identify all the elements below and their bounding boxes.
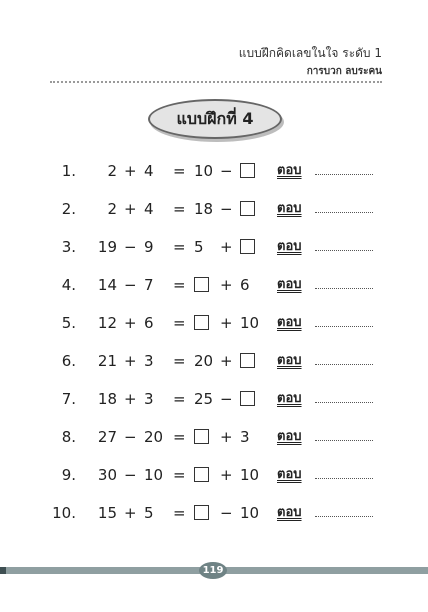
right-operator: + bbox=[220, 314, 233, 332]
exercise-row bbox=[0, 152, 428, 190]
answer-box[interactable] bbox=[194, 428, 209, 446]
equals-sign: = bbox=[173, 200, 186, 218]
equals-sign: = bbox=[173, 352, 186, 370]
right-operator: + bbox=[220, 276, 233, 294]
operator: + bbox=[124, 352, 137, 370]
operator: − bbox=[124, 238, 137, 256]
equals-sign: = bbox=[173, 276, 186, 294]
operand-b: 3 bbox=[144, 390, 154, 408]
answer-box[interactable] bbox=[240, 238, 255, 256]
answer-line[interactable] bbox=[315, 516, 373, 517]
page-number-badge bbox=[199, 562, 227, 579]
page-number: 119 bbox=[202, 565, 224, 576]
exercise-row bbox=[0, 494, 428, 532]
exercise-number: 6. bbox=[61, 352, 76, 370]
answer-label: ตอบ bbox=[277, 429, 302, 444]
operator: − bbox=[124, 276, 137, 294]
operand-a: 19 bbox=[97, 238, 117, 256]
operand-a: 30 bbox=[97, 466, 117, 484]
answer-box[interactable] bbox=[240, 162, 255, 180]
right-operator: − bbox=[220, 504, 233, 522]
answer-box[interactable] bbox=[194, 314, 209, 332]
section-title: การบวก ลบระคน bbox=[306, 66, 382, 77]
answer-line[interactable] bbox=[315, 402, 373, 403]
exercise-row bbox=[0, 190, 428, 228]
operator: − bbox=[124, 466, 137, 484]
right-term-1: 18 bbox=[194, 200, 214, 218]
operand-a: 2 bbox=[107, 200, 117, 218]
operand-b: 4 bbox=[144, 200, 154, 218]
answer-label: ตอบ bbox=[277, 467, 302, 482]
right-term-2: 3 bbox=[240, 428, 250, 446]
exercise-title-badge bbox=[148, 99, 282, 139]
operand-a: 27 bbox=[97, 428, 117, 446]
exercise-row bbox=[0, 228, 428, 266]
right-term-1: 20 bbox=[194, 352, 214, 370]
answer-line[interactable] bbox=[315, 288, 373, 289]
right-operator: + bbox=[220, 352, 233, 370]
answer-label: ตอบ bbox=[277, 505, 302, 520]
answer-line[interactable] bbox=[315, 174, 373, 175]
right-term-1: 5 bbox=[194, 238, 204, 256]
answer-box[interactable] bbox=[240, 200, 255, 218]
operand-b: 5 bbox=[144, 504, 154, 522]
answer-label: ตอบ bbox=[277, 391, 302, 406]
equals-sign: = bbox=[173, 238, 186, 256]
answer-label: ตอบ bbox=[277, 277, 302, 292]
exercise-list bbox=[0, 152, 428, 532]
answer-label: ตอบ bbox=[277, 353, 302, 368]
right-term-2: 10 bbox=[240, 466, 260, 484]
operator: + bbox=[124, 200, 137, 218]
answer-box[interactable] bbox=[194, 466, 209, 484]
right-term-1: 25 bbox=[194, 390, 214, 408]
operand-b: 9 bbox=[144, 238, 154, 256]
right-operator: − bbox=[220, 390, 233, 408]
exercise-number: 3. bbox=[61, 238, 76, 256]
answer-line[interactable] bbox=[315, 364, 373, 365]
equals-sign: = bbox=[173, 314, 186, 332]
answer-box[interactable] bbox=[240, 390, 255, 408]
right-term-1: 10 bbox=[194, 162, 214, 180]
exercise-number: 2. bbox=[61, 200, 76, 218]
equals-sign: = bbox=[173, 162, 186, 180]
answer-label: ตอบ bbox=[277, 201, 302, 216]
right-term-2: 10 bbox=[240, 504, 260, 522]
answer-line[interactable] bbox=[315, 250, 373, 251]
operand-a: 15 bbox=[97, 504, 117, 522]
right-term-2: 10 bbox=[240, 314, 260, 332]
operator: + bbox=[124, 314, 137, 332]
exercise-row bbox=[0, 418, 428, 456]
exercise-row bbox=[0, 266, 428, 304]
equals-sign: = bbox=[173, 466, 186, 484]
equals-sign: = bbox=[173, 428, 186, 446]
operand-a: 2 bbox=[107, 162, 117, 180]
answer-label: ตอบ bbox=[277, 315, 302, 330]
answer-label: ตอบ bbox=[277, 163, 302, 178]
answer-line[interactable] bbox=[315, 478, 373, 479]
operator: + bbox=[124, 504, 137, 522]
exercise-number: 9. bbox=[61, 466, 76, 484]
exercise-row bbox=[0, 342, 428, 380]
operand-a: 18 bbox=[97, 390, 117, 408]
operand-b: 10 bbox=[144, 466, 164, 484]
right-operator: + bbox=[220, 238, 233, 256]
exercise-number: 8. bbox=[61, 428, 76, 446]
exercise-number: 4. bbox=[61, 276, 76, 294]
answer-label: ตอบ bbox=[277, 239, 302, 254]
exercise-title: แบบฝึกที่ 4 bbox=[176, 108, 254, 128]
exercise-number: 5. bbox=[61, 314, 76, 332]
equals-sign: = bbox=[173, 504, 186, 522]
exercise-number: 10. bbox=[52, 504, 76, 522]
operand-b: 6 bbox=[144, 314, 154, 332]
operand-b: 7 bbox=[144, 276, 154, 294]
operator: + bbox=[124, 162, 137, 180]
answer-line[interactable] bbox=[315, 440, 373, 441]
operand-a: 14 bbox=[97, 276, 117, 294]
operator: + bbox=[124, 390, 137, 408]
equals-sign: = bbox=[173, 390, 186, 408]
exercise-row bbox=[0, 456, 428, 494]
book-title: แบบฝึกคิดเลขในใจ ระดับ 1 bbox=[238, 46, 382, 60]
answer-box[interactable] bbox=[194, 504, 209, 522]
operand-b: 3 bbox=[144, 352, 154, 370]
operand-a: 21 bbox=[97, 352, 117, 370]
answer-box[interactable] bbox=[240, 352, 255, 370]
exercise-row bbox=[0, 304, 428, 342]
header-divider bbox=[50, 81, 382, 83]
operand-a: 12 bbox=[97, 314, 117, 332]
operand-b: 20 bbox=[144, 428, 164, 446]
answer-line[interactable] bbox=[315, 326, 373, 327]
exercise-row bbox=[0, 380, 428, 418]
exercise-number: 7. bbox=[61, 390, 76, 408]
right-term-2: 6 bbox=[240, 276, 250, 294]
exercise-number: 1. bbox=[61, 162, 76, 180]
right-operator: + bbox=[220, 428, 233, 446]
right-operator: + bbox=[220, 466, 233, 484]
answer-line[interactable] bbox=[315, 212, 373, 213]
operator: − bbox=[124, 428, 137, 446]
operand-b: 4 bbox=[144, 162, 154, 180]
right-operator: − bbox=[220, 162, 233, 180]
answer-box[interactable] bbox=[194, 276, 209, 294]
right-operator: − bbox=[220, 200, 233, 218]
